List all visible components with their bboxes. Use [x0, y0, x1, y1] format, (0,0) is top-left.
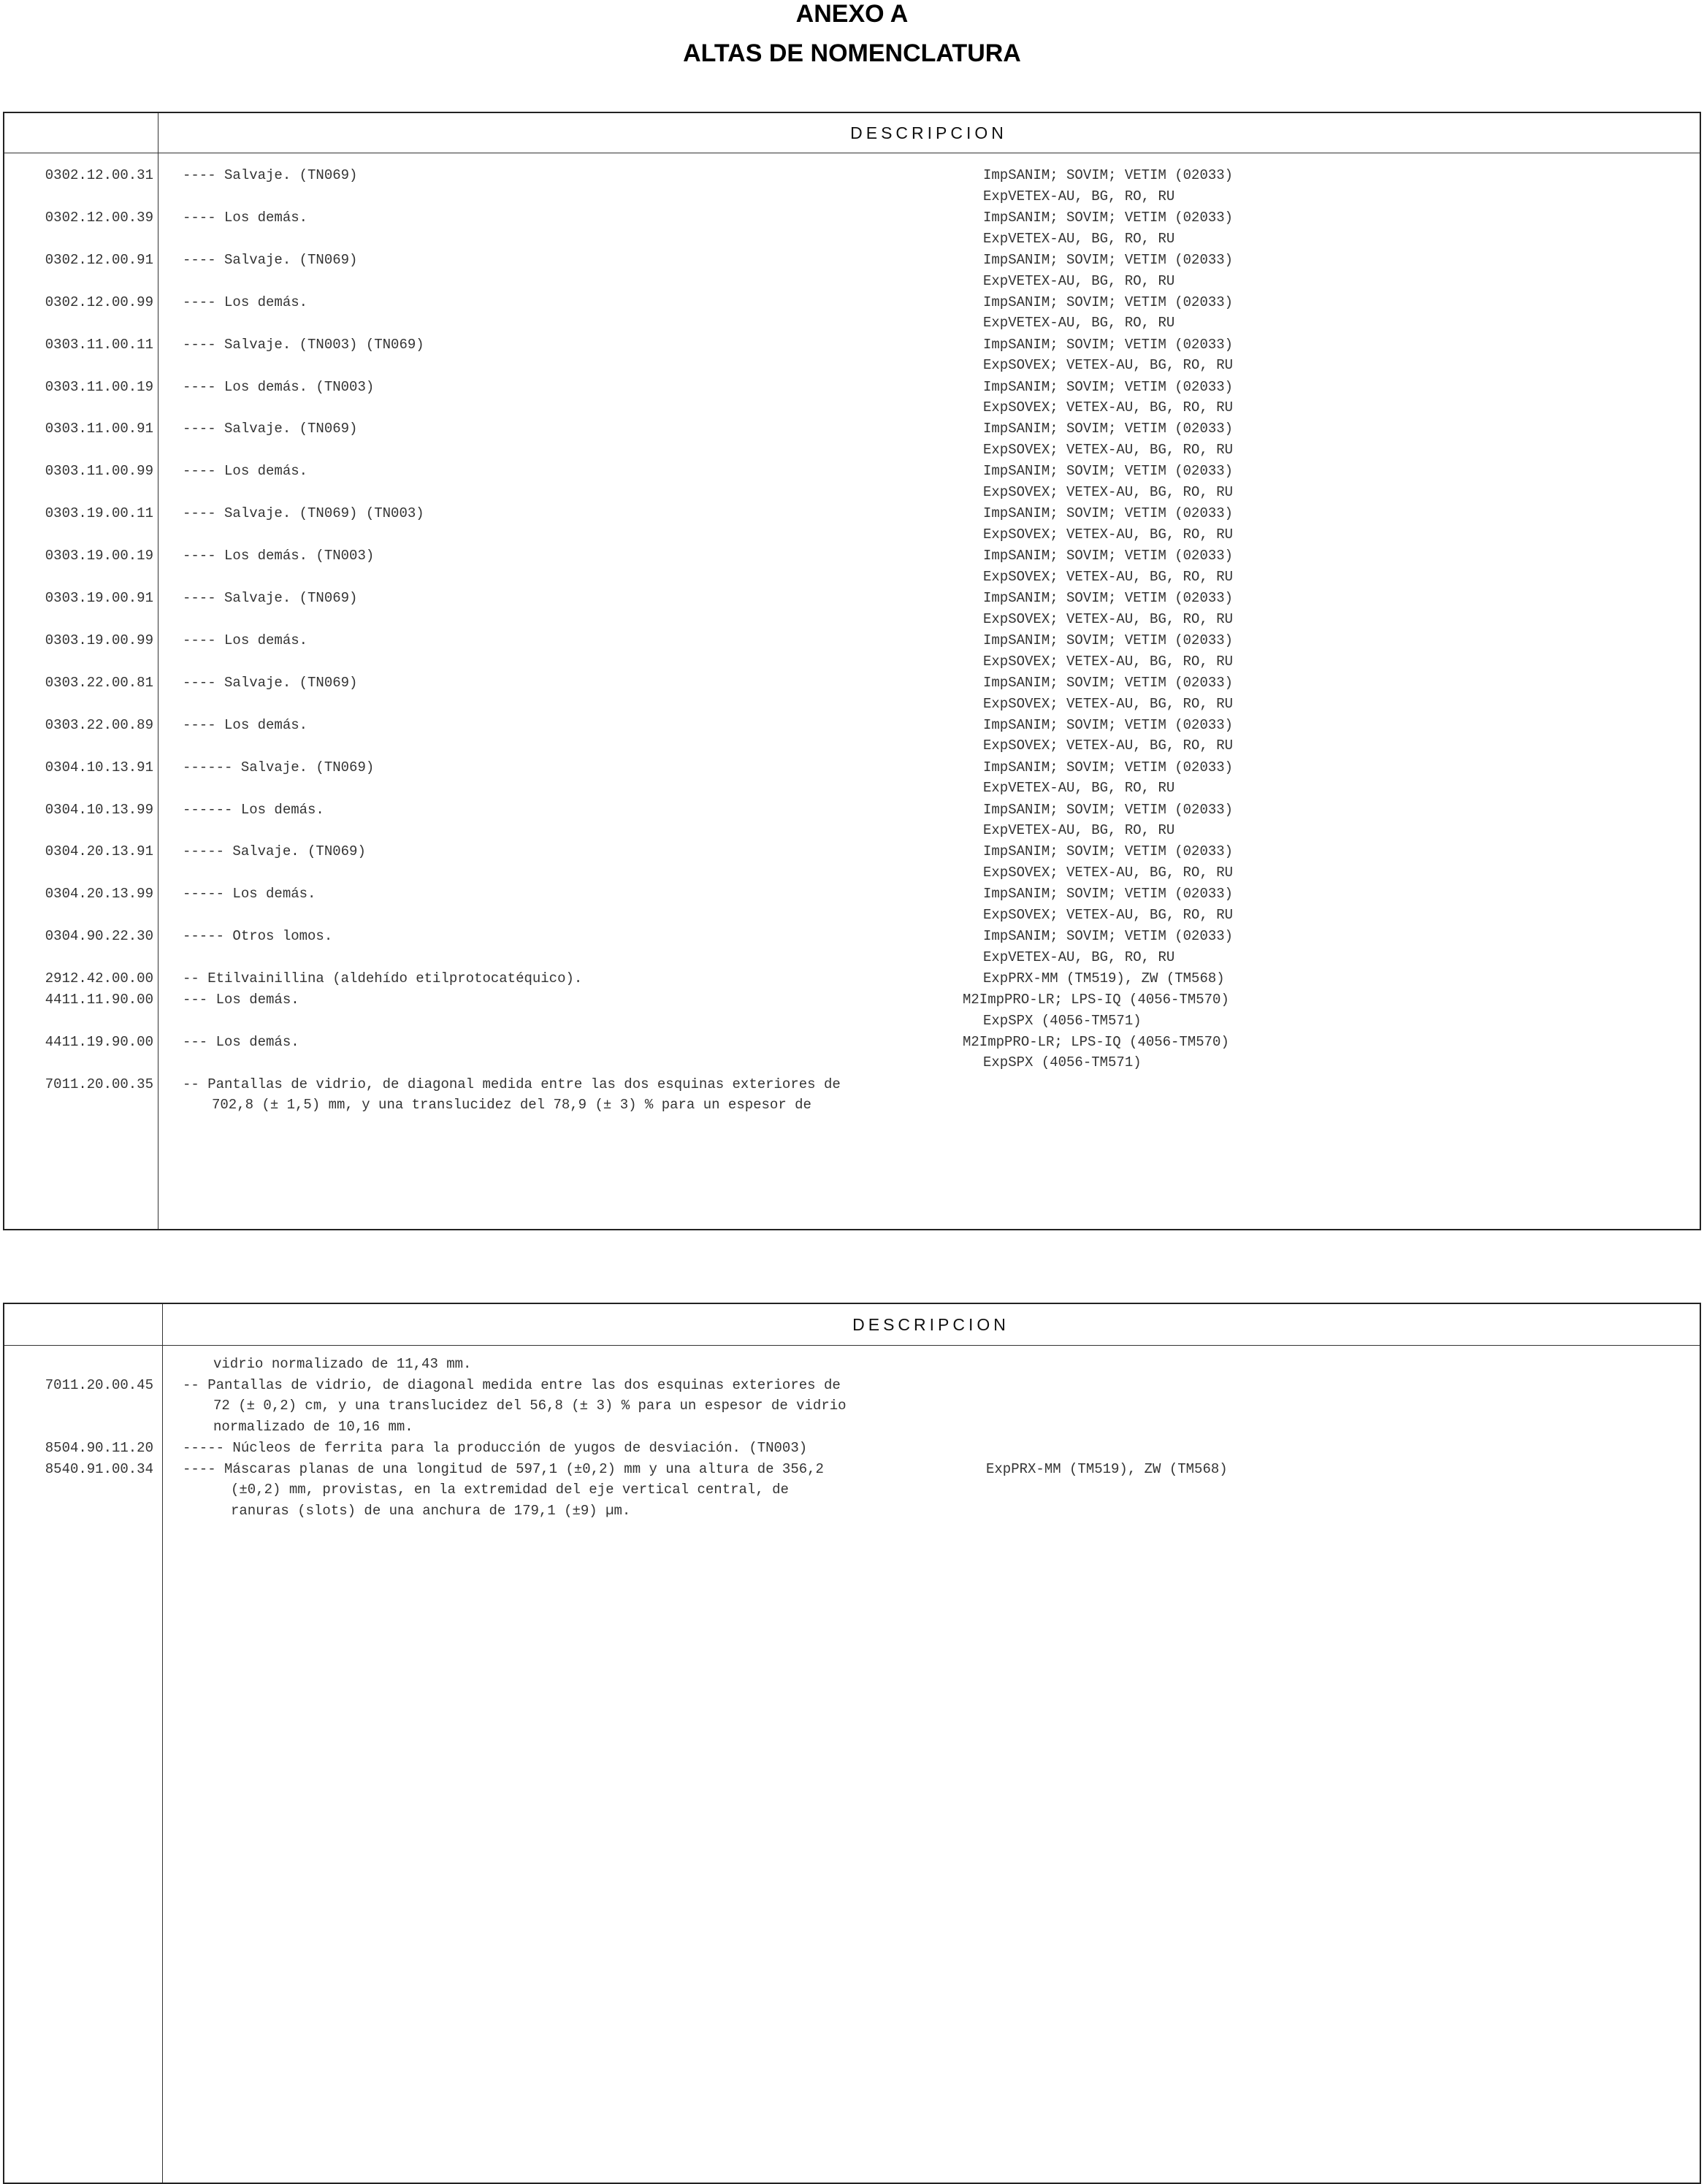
- row-description: ---- Los demás.: [183, 632, 308, 648]
- row-regime: ExpSOVEX; VETEX-AU, BG, RO, RU: [983, 399, 1234, 416]
- row-description: -- Etilvainillina (aldehído etilprotocatéquico).: [183, 970, 583, 987]
- row-code: 0303.11.00.19: [45, 378, 153, 395]
- row-description: -- Pantallas de vidrio, de diagonal medida entre las dos esquinas exteriores de: [183, 1376, 841, 1393]
- row-regime: ExpVETEX-AU, BG, RO, RU: [983, 822, 1175, 839]
- nomenclature-table-1: [3, 112, 1701, 1230]
- row-regime: ImpSANIM; SOVIM; VETIM (02033): [983, 759, 1234, 775]
- row-description: ---- Salvaje. (TN069) (TN003): [183, 505, 424, 522]
- row-regime: ImpSANIM; SOVIM; VETIM (02033): [983, 421, 1234, 437]
- row-regime: ExpSOVEX; VETEX-AU, BG, RO, RU: [983, 484, 1234, 500]
- row-regime: ExpSOVEX; VETEX-AU, BG, RO, RU: [983, 610, 1234, 627]
- row-regime: ImpSANIM; SOVIM; VETIM (02033): [983, 463, 1234, 480]
- row-regime: ExpSOVEX; VETEX-AU, BG, RO, RU: [983, 357, 1234, 374]
- row-regime: ImpSANIM; SOVIM; VETIM (02033): [983, 674, 1234, 691]
- row-regime: ExpSOVEX; VETEX-AU, BG, RO, RU: [983, 526, 1234, 543]
- row-regime: ImpSANIM; SOVIM; VETIM (02033): [983, 167, 1234, 183]
- page-subtitle: ALTAS DE NOMENCLATURA: [683, 39, 1021, 67]
- row-description-cont: (±0,2) mm, provistas, en la extremidad del eje vertical central, de: [231, 1482, 789, 1498]
- row-regime: ImpSANIM; SOVIM; VETIM (02033): [983, 251, 1234, 268]
- row-code: 0303.11.00.99: [45, 463, 153, 480]
- row-code: 0303.19.00.99: [45, 632, 153, 648]
- row-regime: ExpSOVEX; VETEX-AU, BG, RO, RU: [983, 653, 1234, 670]
- row-description: ---- Salvaje. (TN069): [183, 167, 358, 183]
- row-description: ---- Salvaje. (TN003) (TN069): [183, 336, 424, 353]
- row-description: ----- Los demás.: [183, 886, 316, 903]
- row-regime: ImpSANIM; SOVIM; VETIM (02033): [983, 505, 1234, 522]
- row-regime: ImpSANIM; SOVIM; VETIM (02033): [983, 801, 1234, 818]
- row-regime: ExpVETEX-AU, BG, RO, RU: [983, 188, 1175, 204]
- row-description: --- Los demás.: [183, 1033, 299, 1050]
- row-code: 0304.90.22.30: [45, 928, 153, 945]
- row-regime: ExpSOVEX; VETEX-AU, BG, RO, RU: [983, 442, 1234, 459]
- row-regime: ImpSANIM; SOVIM; VETIM (02033): [983, 590, 1234, 606]
- row-code: 0302.12.00.99: [45, 294, 153, 310]
- row-description: ---- Salvaje. (TN069): [183, 251, 358, 268]
- row-code: 0302.12.00.31: [45, 167, 153, 183]
- row-regime: ImpSANIM; SOVIM; VETIM (02033): [983, 378, 1234, 395]
- row-description: ---- Máscaras planas de una longitud de 597,1 (±0,2) mm y una altura de 356,2: [183, 1460, 824, 1477]
- row-regime: ExpVETEX-AU, BG, RO, RU: [983, 272, 1175, 289]
- row-regime: ExpSOVEX; VETEX-AU, BG, RO, RU: [983, 907, 1234, 923]
- row-regime: ExpVETEX-AU, BG, RO, RU: [983, 230, 1175, 247]
- row-description: ----- Otros lomos.: [183, 928, 333, 945]
- row-description: vidrio normalizado de 11,43 mm.: [213, 1356, 472, 1372]
- row-code: 0303.22.00.81: [45, 674, 153, 691]
- row-regime: ExpPRX-MM (TM519), ZW (TM568): [986, 1460, 1228, 1477]
- row-regime: ExpSOVEX; VETEX-AU, BG, RO, RU: [983, 865, 1234, 881]
- row-regime: ImpSANIM; SOVIM; VETIM (02033): [983, 336, 1234, 353]
- row-code: 8540.91.00.34: [45, 1460, 153, 1477]
- table-header-descripcion: DESCRIPCION: [850, 123, 1007, 142]
- row-regime: ExpSOVEX; VETEX-AU, BG, RO, RU: [983, 737, 1234, 754]
- row-regime: ExpVETEX-AU, BG, RO, RU: [983, 780, 1175, 797]
- row-regime: ImpSANIM; SOVIM; VETIM (02033): [983, 843, 1234, 860]
- row-regime: ExpSPX (4056-TM571): [983, 1054, 1142, 1071]
- row-description: ---- Salvaje. (TN069): [183, 421, 358, 437]
- row-code: 0303.19.00.91: [45, 590, 153, 606]
- row-regime: M2ImpPRO-LR; LPS-IQ (4056-TM570): [963, 991, 1229, 1008]
- row-code: 0303.22.00.89: [45, 716, 153, 733]
- row-regime: ImpSANIM; SOVIM; VETIM (02033): [983, 294, 1234, 310]
- row-code: 2912.42.00.00: [45, 970, 153, 987]
- row-code: 0304.20.13.91: [45, 843, 153, 860]
- row-code: 0303.11.00.11: [45, 336, 153, 353]
- row-code: 0302.12.00.39: [45, 209, 153, 226]
- row-description: ---- Los demás. (TN003): [183, 548, 375, 564]
- row-description-cont: 72 (± 0,2) cm, y una translucidez del 56,8 (± 3) % para un espesor de vidrio: [213, 1398, 847, 1414]
- row-description: ----- Salvaje. (TN069): [183, 843, 366, 860]
- row-regime: ImpSANIM; SOVIM; VETIM (02033): [983, 928, 1234, 945]
- row-description: ---- Los demás.: [183, 463, 308, 480]
- row-description: ------ Salvaje. (TN069): [183, 759, 375, 775]
- row-description: ----- Núcleos de ferrita para la producción de yugos de desviación. (TN003): [183, 1439, 808, 1456]
- row-code: 8504.90.11.20: [45, 1439, 153, 1456]
- row-regime: ExpVETEX-AU, BG, RO, RU: [983, 315, 1175, 332]
- table-header-descripcion: DESCRIPCION: [852, 1315, 1009, 1334]
- row-code: 0302.12.00.91: [45, 251, 153, 268]
- row-code: 7011.20.00.35: [45, 1076, 153, 1092]
- row-description: ---- Salvaje. (TN069): [183, 674, 358, 691]
- row-code: 0303.19.00.11: [45, 505, 153, 522]
- row-code: 0304.10.13.99: [45, 801, 153, 818]
- row-description-cont: ranuras (slots) de una anchura de 179,1 (±9) µm.: [231, 1502, 631, 1519]
- row-code: 4411.11.90.00: [45, 991, 153, 1008]
- row-regime: ExpSOVEX; VETEX-AU, BG, RO, RU: [983, 695, 1234, 712]
- row-regime: M2ImpPRO-LR; LPS-IQ (4056-TM570): [963, 1033, 1229, 1050]
- row-regime: ExpSPX (4056-TM571): [983, 1012, 1142, 1029]
- row-regime: ImpSANIM; SOVIM; VETIM (02033): [983, 209, 1234, 226]
- row-regime: ImpSANIM; SOVIM; VETIM (02033): [983, 716, 1234, 733]
- row-code: 4411.19.90.00: [45, 1033, 153, 1050]
- row-description: ------ Los demás.: [183, 801, 324, 818]
- row-code: 0304.10.13.91: [45, 759, 153, 775]
- row-code: 0303.11.00.91: [45, 421, 153, 437]
- row-description: --- Los demás.: [183, 991, 299, 1008]
- row-regime: ExpSOVEX; VETEX-AU, BG, RO, RU: [983, 568, 1234, 585]
- row-code: 0304.20.13.99: [45, 886, 153, 903]
- row-description: ---- Los demás.: [183, 209, 308, 226]
- row-description-cont: normalizado de 10,16 mm.: [213, 1419, 413, 1436]
- row-description: ---- Los demás.: [183, 716, 308, 733]
- row-description: -- Pantallas de vidrio, de diagonal medida entre las dos esquinas exteriores de: [183, 1076, 841, 1092]
- row-regime: ExpPRX-MM (TM519), ZW (TM568): [983, 970, 1225, 987]
- row-code: 0303.19.00.19: [45, 548, 153, 564]
- row-regime: ImpSANIM; SOVIM; VETIM (02033): [983, 886, 1234, 903]
- row-description: ---- Los demás. (TN003): [183, 378, 375, 395]
- row-regime: ImpSANIM; SOVIM; VETIM (02033): [983, 548, 1234, 564]
- row-regime: ExpVETEX-AU, BG, RO, RU: [983, 949, 1175, 965]
- row-description: ---- Salvaje. (TN069): [183, 590, 358, 606]
- row-description-cont: 702,8 (± 1,5) mm, y una translucidez del 78,9 (± 3) % para un espesor de: [212, 1097, 811, 1114]
- row-regime: ImpSANIM; SOVIM; VETIM (02033): [983, 632, 1234, 648]
- row-code: 7011.20.00.45: [45, 1376, 153, 1393]
- row-description: ---- Los demás.: [183, 294, 308, 310]
- page-title: ANEXO A: [795, 0, 909, 28]
